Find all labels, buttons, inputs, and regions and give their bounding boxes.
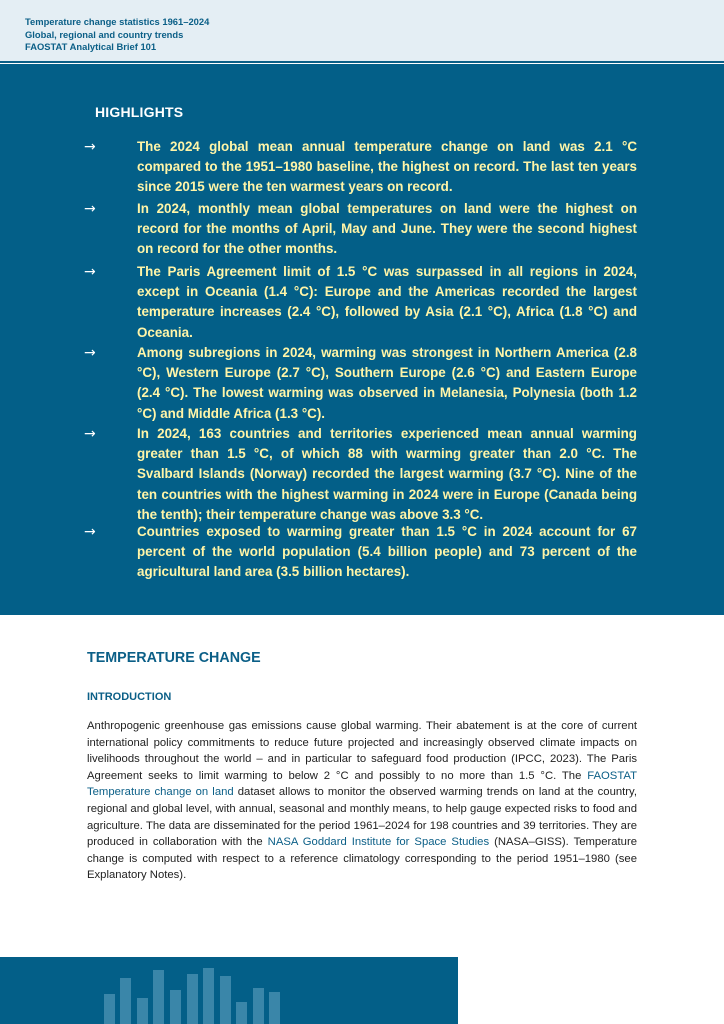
decorative-bar	[104, 994, 115, 1024]
decorative-bar	[153, 970, 164, 1024]
nasa-giss-link[interactable]: NASA Goddard Institute for Space Studies	[267, 836, 490, 849]
faostat-temperature-link[interactable]: FAOSTAT Temperature change on land	[87, 769, 637, 799]
highlight-text: The Paris Agreement limit of 1.5 °C was surpassed in all regions in 2024, except in Oceania (1.4 °C): Europe and the Americas recorded the largest temperature increases (2.4 °C), followed by Asia (2.1 °C), Africa (1.8 °C) and Oceania.	[137, 264, 637, 340]
intro-text: (NASA–GISS). Temperature change is computed with respect to a reference climatology corresponding to the period 1951–1980 (see Explanatory Notes).	[87, 836, 637, 882]
arrow-right-icon: →	[84, 201, 96, 217]
highlights-title: HIGHLIGHTS	[95, 104, 184, 120]
decorative-bar	[120, 978, 131, 1024]
decorative-bar	[170, 990, 181, 1024]
page-header	[0, 0, 724, 63]
highlight-text: Countries exposed to warming greater than 1.5 °C in 2024 account for 67 percent of the world population (5.4 billion people) and 73 percent of the agricultural land area (3.5 billion hectares).	[137, 524, 637, 580]
header-series: FAOSTAT Analytical Brief 101	[25, 41, 157, 52]
decorative-bar	[269, 992, 280, 1024]
arrow-right-icon: →	[84, 426, 96, 442]
decorative-bar	[253, 988, 264, 1024]
intro-text: Anthropogenic greenhouse gas emissions cause global warming. Their abatement is at the core of current international policy commitments to reduce future projected and increasingly observed climate impacts on livelihoods throughout the world – and in particular to safeguard food production (IPCC, 2023). The Paris Agreement seeks to limit warming to below 2 °C and possibly to no more than 1.5 °C. The	[87, 720, 637, 782]
arrow-right-icon: →	[84, 264, 96, 280]
header-title: Temperature change statistics 1961–2024	[25, 16, 210, 27]
highlight-text: The 2024 global mean annual temperature change on land was 2.1 °C compared to the 1951–1980 baseline, the highest on record. The last ten years since 2015 were the ten warmest years on record.	[137, 139, 637, 195]
decorative-bar	[220, 976, 231, 1024]
arrow-right-icon: →	[84, 524, 96, 540]
highlight-text: In 2024, 163 countries and territories experienced mean annual warming greater than 1.5 °C, of which 88 with warming greater than 2.0 °C. The Svalbard Islands (Norway) recorded the largest warming (3.7 °C). Nine of the ten countries with the highest warming in 2024 were in Europe (Canada being the tenth); their temperature change was above 3.3 °C.	[137, 426, 637, 522]
header-subtitle: Global, regional and country trends	[25, 28, 184, 40]
decorative-bar	[203, 968, 214, 1024]
decorative-bar-band	[0, 957, 458, 1024]
arrow-right-icon: →	[84, 139, 96, 155]
subsection-title: INTRODUCTION	[87, 691, 172, 703]
highlight-text: In 2024, monthly mean global temperatures on land were the highest on record for the months of April, May and June. They were the second highest on record for the other months.	[137, 201, 637, 257]
highlight-text: Among subregions in 2024, warming was strongest in Northern America (2.8 °C), Western Europe (2.7 °C), Southern Europe (2.6 °C) and Eastern Europe (2.4 °C). The lowest warming was observed in Melanesia, Polynesia (both 1.2 °C) and Middle Africa (1.3 °C).	[137, 345, 637, 421]
decorative-bar	[137, 998, 148, 1024]
section-title: TEMPERATURE CHANGE	[87, 650, 261, 666]
intro-paragraph	[87, 718, 637, 884]
header-text-block	[25, 16, 209, 54]
arrow-right-icon: →	[84, 345, 96, 361]
decorative-bar	[236, 1002, 247, 1024]
intro-text: dataset allows to monitor the observed warming trends on land at the country, regional and global level, with annual, seasonal and monthly means, to help gauge expected risks to food and agriculture. The data are disseminated for the period 1961–2024 for 198 countries and 39 territories. They are produced in collaboration with the	[87, 786, 637, 849]
decorative-bar	[187, 974, 198, 1024]
